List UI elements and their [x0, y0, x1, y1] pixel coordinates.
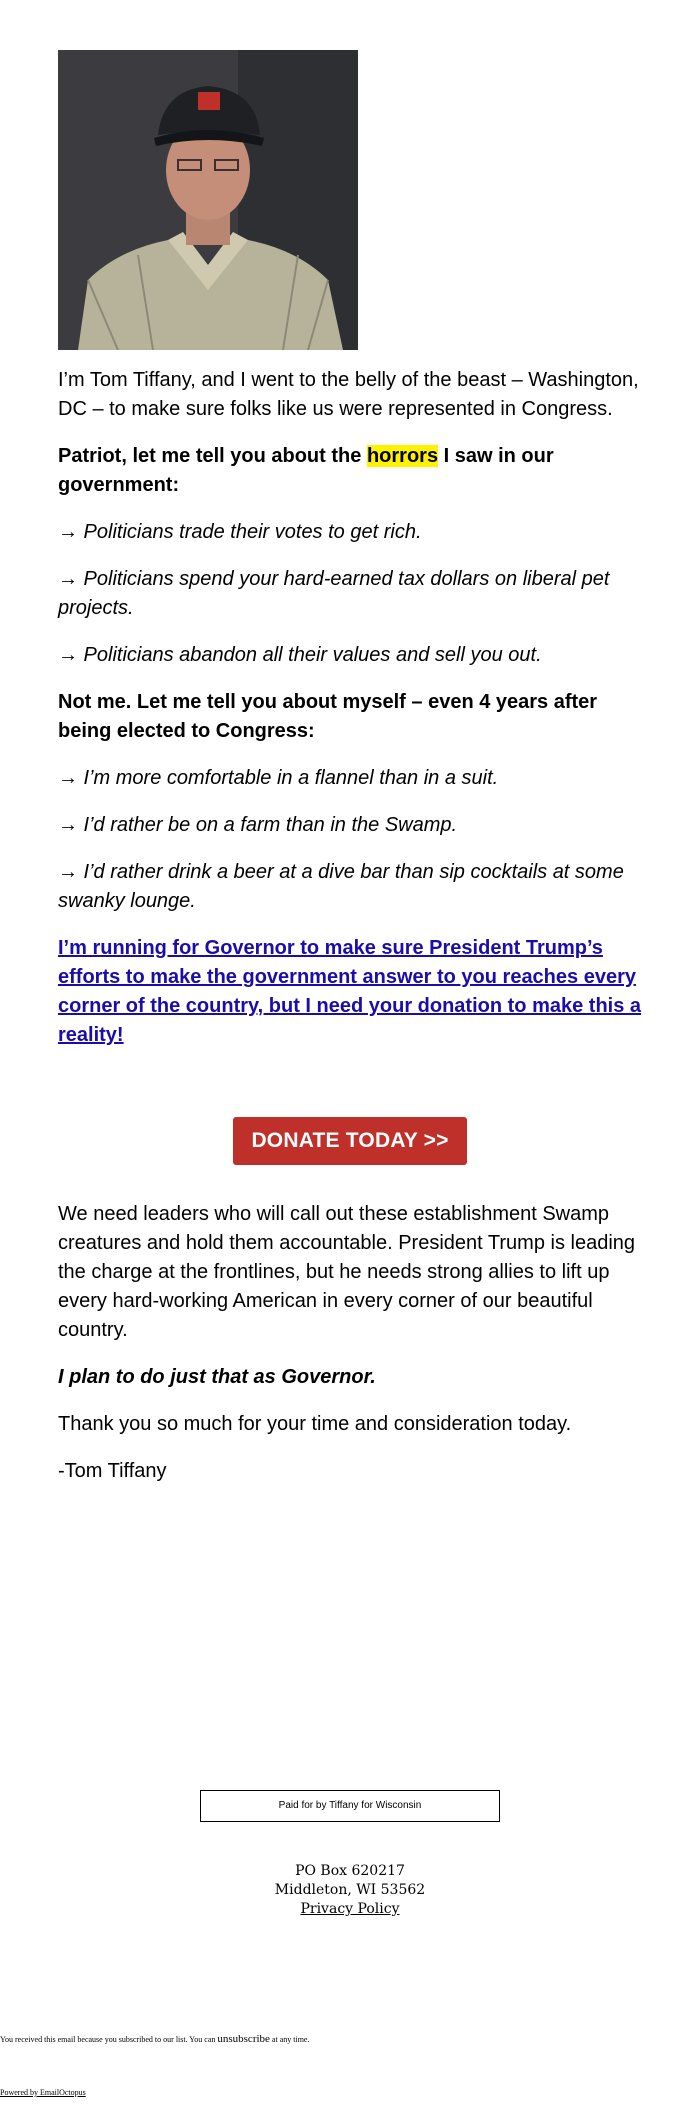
signature: -Tom Tiffany — [58, 1460, 167, 1482]
patriot-text-after: I saw in our government: — [58, 445, 554, 496]
patriot-paragraph — [58, 442, 650, 500]
email-body — [58, 50, 650, 1068]
plan-paragraph: I plan to do just that as Governor. — [58, 1366, 376, 1388]
unsubscribe-link[interactable]: unsubscribe — [217, 2033, 270, 2045]
bullet-self-3: → I’d rather drink a beer at a dive bar than sip cocktails at some swanky lounge. — [58, 861, 624, 912]
highlighted-word: horrors — [366, 445, 439, 467]
patriot-text-before: Patriot, let me tell you about the — [58, 445, 367, 467]
bullet-politicians-3: → Politicians abandon all their values and sell you out. — [58, 644, 542, 666]
thanks-paragraph: Thank you so much for your time and consideration today. — [58, 1413, 572, 1435]
address-line-2: Middleton, WI 53562 — [274, 1882, 426, 1898]
donate-button[interactable]: DONATE TODAY >> — [233, 1117, 467, 1165]
candidate-photo — [58, 50, 358, 350]
leaders-paragraph: We need leaders who will call out these establishment Swamp creatures and hold them accountable. President Trump is leading the charge at the frontlines, but he needs strong allies to lift up every hard-working American in every corner of our beautiful country. — [58, 1203, 636, 1341]
bullet-self-2: → I’d rather be on a farm than in the Swamp. — [58, 814, 458, 836]
privacy-policy-link[interactable]: Privacy Policy — [300, 1901, 400, 1917]
notice-text-before: You received this email because you subscribed to our list. You can — [0, 2035, 218, 2044]
powered-by-link[interactable]: Powered by EmailOctopus — [0, 2088, 86, 2097]
subscription-notice — [0, 2033, 309, 2045]
cta-paragraph — [58, 934, 650, 1050]
address-line-1: PO Box 620217 — [295, 1863, 405, 1879]
intro-paragraph: I’m Tom Tiffany, and I went to the belly of the beast – Washington, DC – to make sure folks like us were represented in Congress. — [58, 369, 639, 420]
closing-section — [58, 1200, 650, 1504]
powered-by — [0, 2088, 86, 2097]
paid-for-disclaimer: Paid for by Tiffany for Wisconsin — [200, 1790, 500, 1822]
bullet-politicians-1: → Politicians trade their votes to get rich. — [58, 521, 422, 543]
mailing-address — [0, 1862, 700, 1919]
bullet-politicians-2: → Politicians spend your hard-earned tax dollars on liberal pet projects. — [58, 568, 610, 619]
cta-link[interactable]: I’m running for Governor to make sure President Trump’s efforts to make the government answer to you reaches every corner of the country, but I need your donation to make this a reality! — [58, 937, 642, 1046]
donate-section — [0, 1117, 700, 1165]
bullet-self-1: → I’m more comfortable in a flannel than in a suit. — [58, 767, 499, 789]
notice-text-after: at any time. — [269, 2035, 310, 2044]
not-me-paragraph: Not me. Let me tell you about myself – even 4 years after being elected to Congress: — [58, 691, 598, 742]
